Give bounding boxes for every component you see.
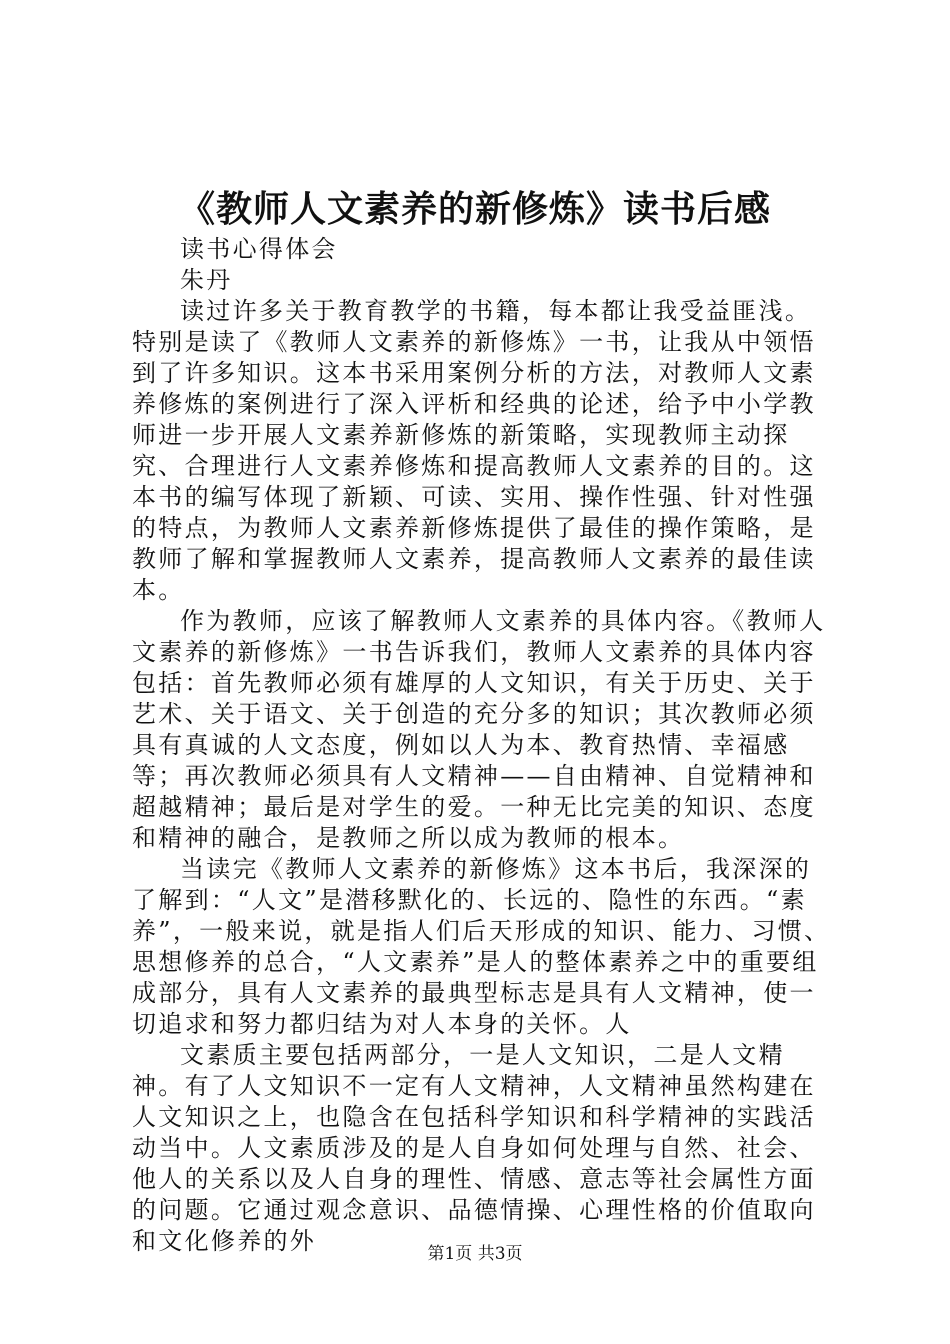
document-title: 《教师人文素养的新修炼》读书后感 (178, 188, 771, 230)
page-footer: 第1页 共3页 (427, 1244, 523, 1264)
paragraph-4: 文素质主要包括两部分，一是人文知识，二是人文精神。有了人文知识不一定有人文精神，人文精神虽然构建在人文知识之上，也隐含在包括科学知识和科学精神的实践活动当中。人文素质涉及的是人自身如何处理与自然、社会、他人的关系以及人自身的理性、情感、意志等社会属性方面的问题。它通过观念意识、品德情操、心理性格的价值取向和文化修养的外 (132, 1041, 816, 1255)
paragraph-2: 作为教师，应该了解教师人文素养的具体内容。《教师人文素养的新修炼》一书告诉我们，教师人文素养的具体内容包括：首先教师必须有雄厚的人文知识，有关于历史、关于艺术、关于语文、关于创造的充分多的知识；其次教师必须具有真诚的人文态度，例如以人为本、教育热情、幸福感等；再次教师必须具有人文精神——自由精神、自觉精神和超越精神；最后是对学生的爱。一种无比完美的知识、态度和精神的融合，是教师之所以成为教师的根本。 (132, 607, 826, 852)
author-name: 朱丹 (180, 266, 233, 294)
paragraph-1: 读过许多关于教育教学的书籍，每本都让我受益匪浅。特别是读了《教师人文素养的新修炼》一书，让我从中领悟到了许多知识。这本书采用案例分析的方法，对教师人文素养修炼的案例进行了深入评析和经典的论述，给予中小学教师进一步开展人文素养新修炼的新策略，实现教师主动探究、合理进行人文素养修炼和提高教师人文素养的目的。这本书的编写体现了新颖、可读、实用、操作性强、针对性强的特点，为教师人文素养新修炼提供了最佳的操作策略，是教师了解和掌握教师人文素养，提高教师人文素养的最佳读本。 (132, 297, 816, 604)
paragraph-3: 当读完《教师人文素养的新修炼》这本书后，我深深的了解到：“人文”是潜移默化的、长远的、隐性的东西。“素养”，一般来说，就是指人们后天形成的知识、能力、习惯、思想修养的总合，“人文素养”是人的整体素养之中的重要组成部分，具有人文素养的最典型标志是具有人文精神，使一切追求和努力都归结为对人本身的关怀。人 (132, 855, 831, 1038)
category-label: 读书心得体会 (180, 235, 338, 263)
document-body (132, 234, 832, 1257)
